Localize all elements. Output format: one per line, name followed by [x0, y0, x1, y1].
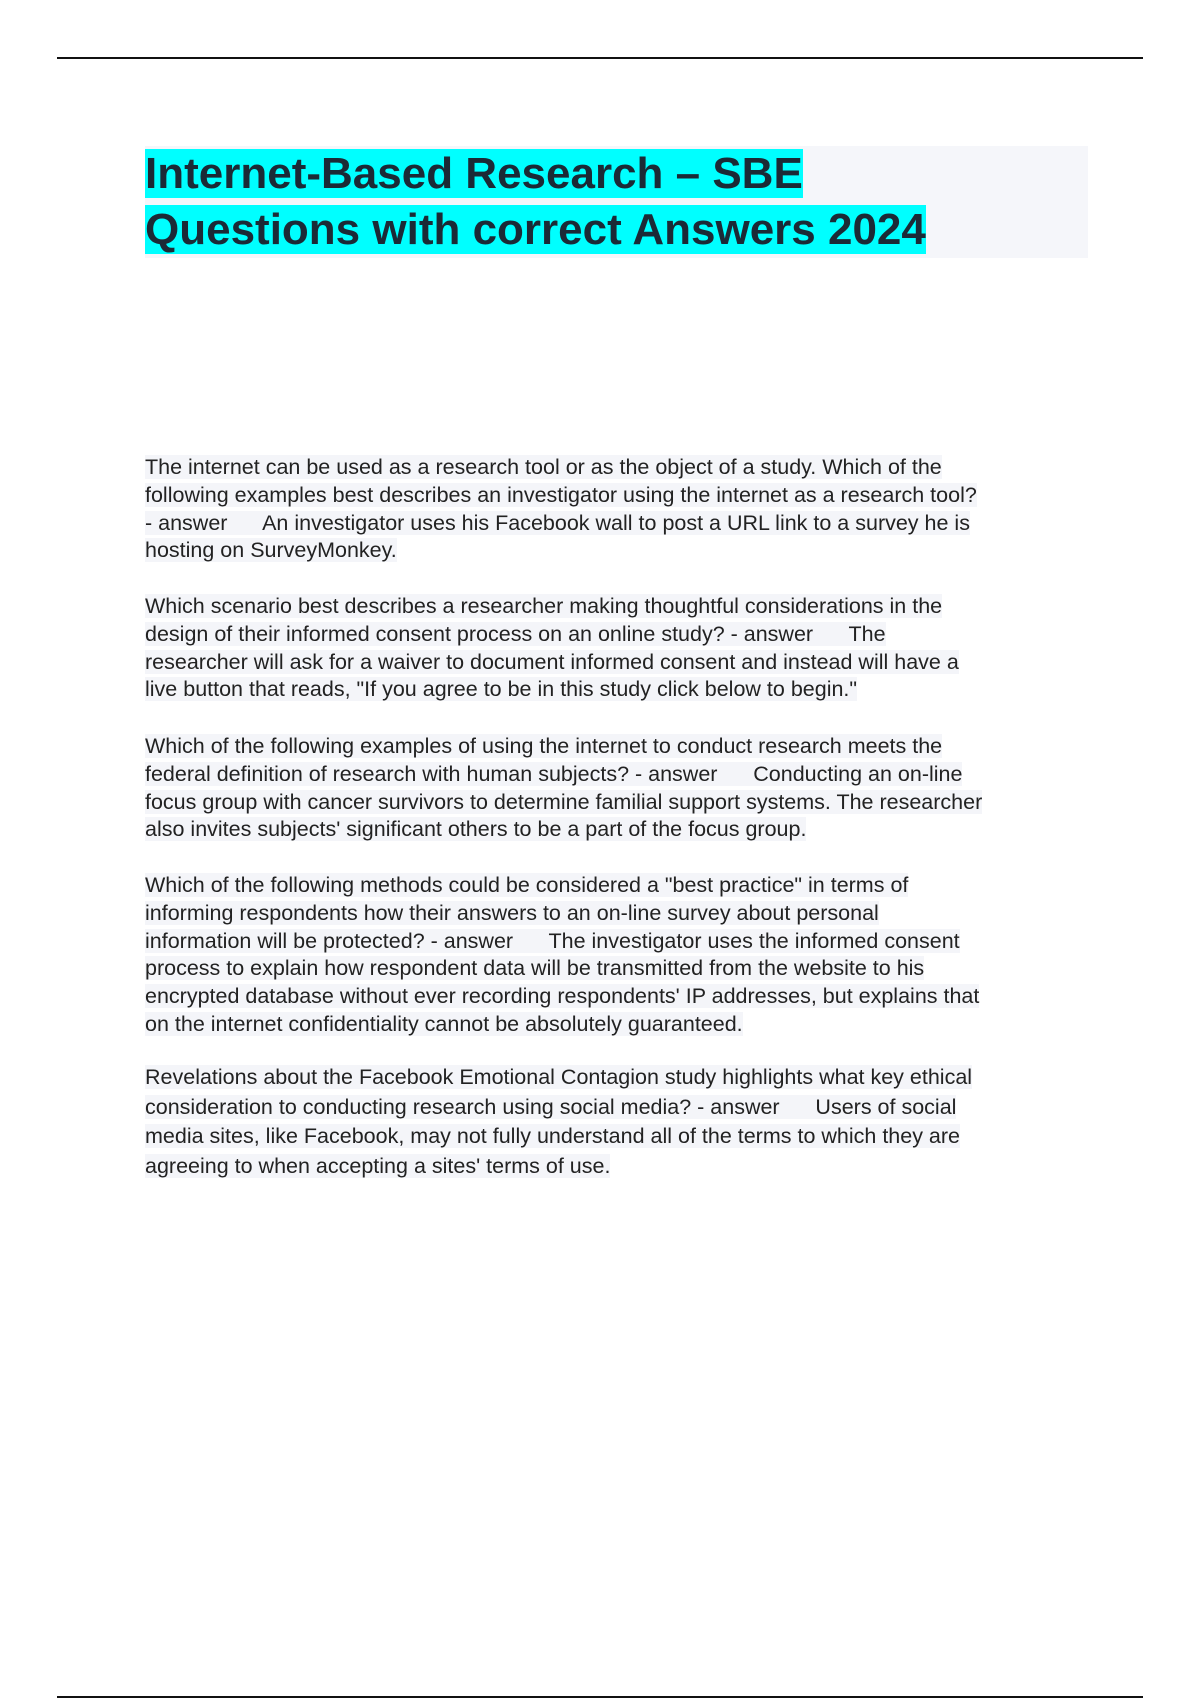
qa-line: process to explain how respondent data will be transmitted from the website to his: [145, 956, 925, 981]
title-line: Questions with correct Answers 2024: [145, 205, 926, 254]
qa-line: Which of the following examples of using the internet to conduct research meets the: [145, 734, 943, 758]
document-title: [145, 146, 1088, 258]
top-rule: [57, 57, 1143, 59]
qa-line: also invites subjects' significant others to be a part of the focus group.: [145, 817, 807, 842]
qa-line: following examples best describes an investigator using the internet as a research tool?: [145, 482, 977, 507]
qa-line: live button that reads, "If you agree to be in this study click below to begin.": [145, 677, 858, 702]
qa-line: agreeing to when accepting a sites' terms of use.: [145, 1153, 611, 1178]
qa-line: information will be protected? - answer The investigator uses the informed consent: [145, 928, 960, 953]
qa-item: [145, 1063, 972, 1181]
qa-line: Revelations about the Facebook Emotional Contagion study highlights what key ethical: [145, 1065, 973, 1089]
qa-line: Which of the following methods could be considered a "best practice" in terms of: [145, 873, 909, 897]
qa-item: [145, 872, 979, 1039]
qa-line: Which scenario best describes a researcher making thoughtful considerations in the: [145, 594, 943, 618]
qa-line: researcher will ask for a waiver to document informed consent and instead will have a: [145, 649, 959, 674]
qa-line: focus group with cancer survivors to determine familial support systems. The researcher: [145, 789, 983, 814]
qa-line: informing respondents how their answers to an on-line survey about personal: [145, 900, 879, 925]
qa-line: media sites, like Facebook, may not fully understand all of the terms to which they are: [145, 1124, 961, 1148]
qa-line: The internet can be used as a research tool or as the object of a study. Which of the: [145, 455, 942, 479]
qa-item: [145, 593, 959, 704]
qa-line: encrypted database without ever recording respondents' IP addresses, but explains that: [145, 984, 980, 1009]
bottom-rule: [57, 1696, 1143, 1698]
title-line: Internet-Based Research – SBE: [145, 149, 803, 198]
qa-item: [145, 733, 982, 844]
qa-line: design of their informed consent process on an online study? - answer The: [145, 621, 886, 646]
qa-line: federal definition of research with human subjects? - answer Conducting an on-line: [145, 761, 963, 786]
qa-item: [145, 454, 977, 565]
qa-line: consideration to conducting research using social media? - answer Users of social: [145, 1094, 957, 1119]
qa-line: - answer An investigator uses his Facebook wall to post a URL link to a survey he is: [145, 510, 970, 535]
qa-line: on the internet confidentiality cannot be absolutely guaranteed.: [145, 1011, 743, 1036]
qa-line: hosting on SurveyMonkey.: [145, 538, 397, 563]
